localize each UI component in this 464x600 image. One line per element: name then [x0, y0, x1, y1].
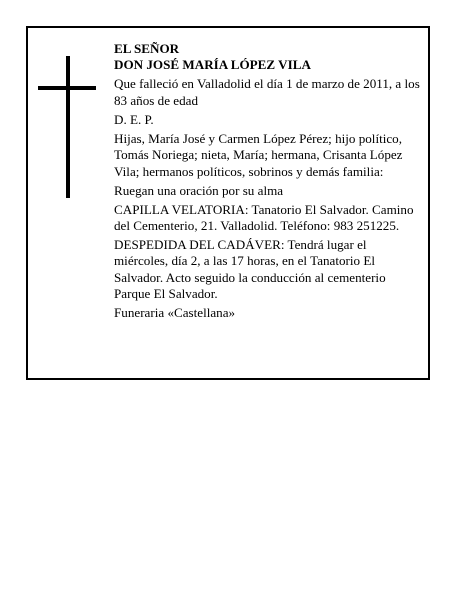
notice-heading	[114, 41, 422, 74]
title-line-1: EL SEÑOR	[114, 41, 180, 56]
farewell-info: DESPEDIDA DEL CADÁVER: Tendrá lugar el miércoles, día 2, a las 17 horas, en el Tanatorio El Salvador. Acto seguido la conducción al cementerio Parque El Salvador.	[114, 237, 386, 302]
cross-horizontal-bar	[38, 86, 96, 90]
rip-line: D. E. P.	[114, 111, 154, 127]
cross-vertical-bar	[66, 56, 70, 198]
chapel-info: CAPILLA VELATORIA: Tanatorio El Salvador. Camino del Cementerio, 21. Valladolid. Teléfono: 983 251225.	[114, 201, 414, 234]
deceased-name: DON JOSÉ MARÍA LÓPEZ VILA	[114, 57, 311, 73]
obituary-notice	[26, 26, 430, 380]
notice-text	[114, 41, 422, 324]
death-details: Que falleció en Valladolid el día 1 de marzo de 2011, a los 83 años de edad	[114, 76, 420, 108]
cross-icon	[38, 56, 96, 198]
family-list: Hijas, María José y Carmen López Pérez; hijo político, Tomás Noriega; nieta, María; hermana, Crisanta López Vila; hermanos políticos, sobrinos y demás familia:	[114, 130, 403, 179]
funeral-home: Funeraria «Castellana»	[114, 305, 236, 321]
prayer-request: Ruegan una oración por su alma	[114, 182, 284, 198]
